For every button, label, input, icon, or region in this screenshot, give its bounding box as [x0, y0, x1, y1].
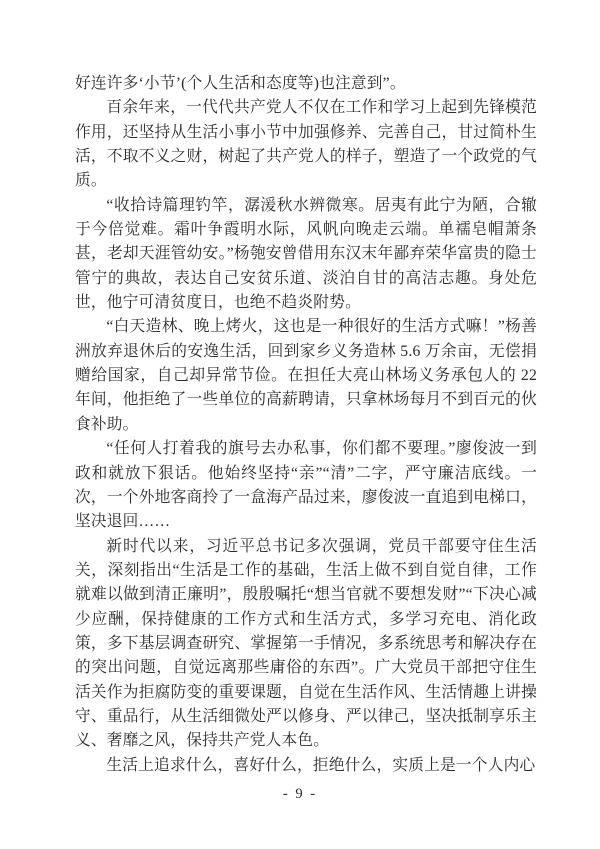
paragraph: “收拾诗篇理钓竿，潺湲秋水辨微寒。居夷有此宁为陋，合辙于今倍觉难。霜叶争霞明水际，风帆向晚走云端。单襦皂帽萧条甚，老却天涯管幼安。”杨匏安曾借用东汉末年鄙弃荣华富贵的隐士管宁的典故，表达自己安贫乐道、淡泊自甘的高洁志趣。身处危世，他宁可清贫度日，也绝不趋炎附势。 — [75, 196, 537, 312]
paragraph: 百余年来，一代代共产党人不仅在工作和学习上起到先锋模范作用，还坚持从生活小事小节中加强修养、完善自己，甘过简朴生活，不取不义之财，树起了共产党人的样子，塑造了一个政党的气质。 — [75, 99, 537, 190]
paragraph: 生活上追求什么，喜好什么，拒绝什么，实质上是一个人内心 — [106, 756, 536, 774]
page-number: - 9 - — [282, 786, 318, 802]
paragraph: 新时代以来，习近平总书记多次强调，党员干部要守住生活关，深刻指出“生活是工作的基础，生活上做不到自觉自律，工作就难以做到清正廉明”，殷殷嘱托“想当官就不要想发财”“下决心减少应酬，保持健康的工作方式和生活方式，多学习充电、消化政策，多下基层调查研究、掌握第一手情况，多系统思考和解决存在的突出问题，自觉远离那些庸俗的东西”。广大党员干部把守住生活关作为拒腐防变的重要课题，自觉在生活作风、生活情趣上讲操守、重品行，从生活细微处严以修身、严以律己，坚决抵制享乐主义、奢靡之风，保持共产党人本色。 — [75, 537, 537, 750]
document-body — [75, 72, 537, 778]
paragraph: “白天造林、晚上烤火，这也是一种很好的生活方式嘛！”杨善洲放弃退休后的安逸生活，回到家乡义务造林 5.6 万余亩，无偿捐赠给国家，自己却异常节俭。在担任大亮山林场义务承包人的 22 年间，他拒绝了一些单位的高薪聘请，只拿林场每月不到百元的伙食补助。 — [75, 318, 537, 433]
paragraph: “任何人打着我的旗号去办私事，你们都不要理。”廖俊波一到政和就放下狠话。他始终坚持“亲”“清”二字，严守廉洁底线。一次，一个外地客商拎了一盒海产品过来，廖俊波一直追到电梯口，坚决退回…… — [75, 440, 537, 531]
paragraph-continuation: 好连许多‘小节’(个人生活和态度等)也注意到”。 — [75, 75, 406, 92]
